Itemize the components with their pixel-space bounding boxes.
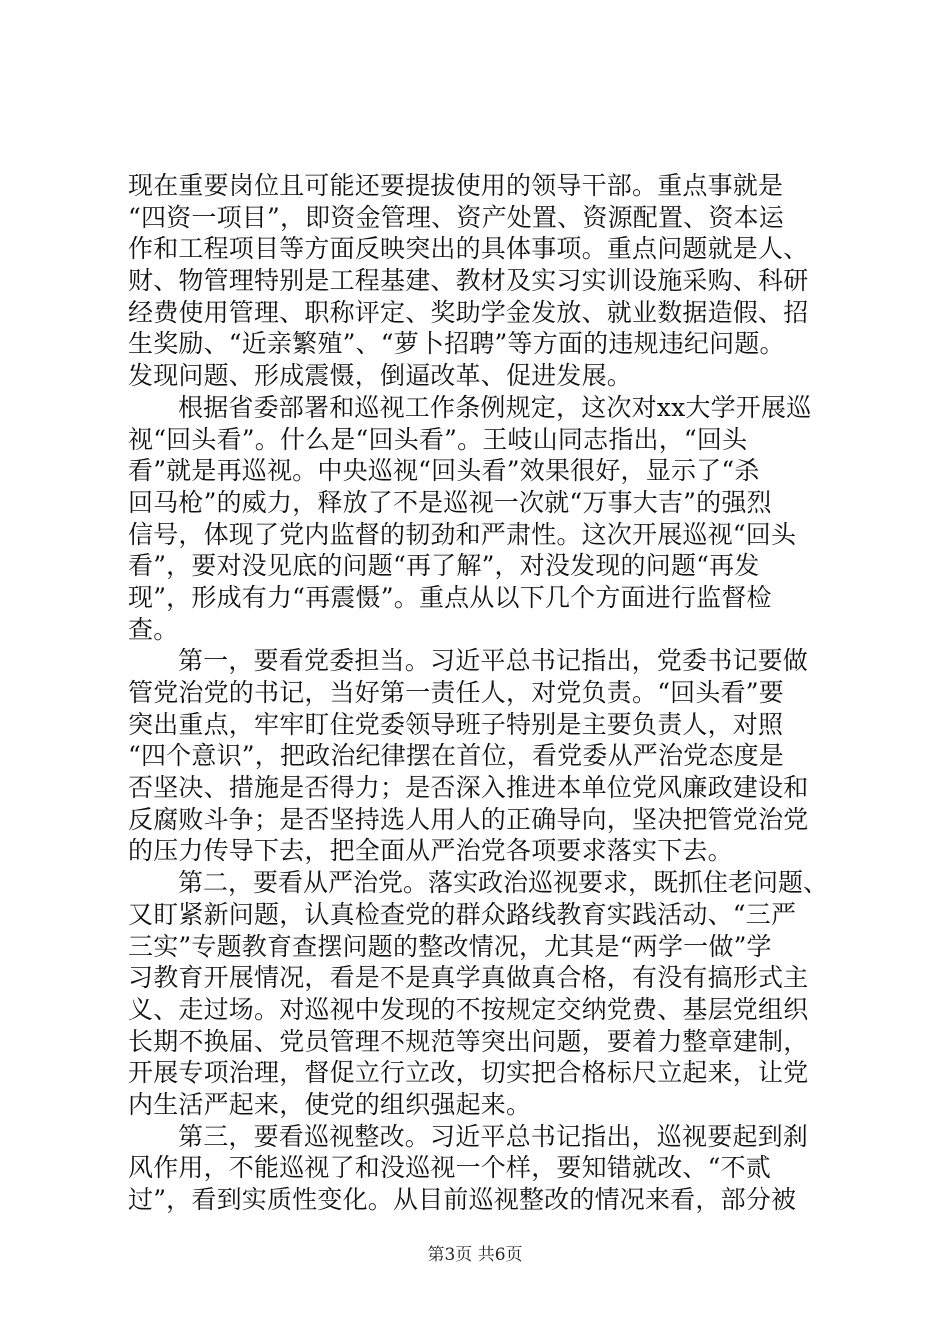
text-line: 生奖励、“近亲繁殖”、“萝卜招聘”等方面的违规违纪问题。 bbox=[128, 329, 785, 359]
text-line: 的压力传导下去，把全面从严治党各项要求落实下去。 bbox=[128, 836, 733, 866]
text-line: 查。 bbox=[128, 614, 179, 644]
text-line: 现在重要岗位且可能还要提拔使用的领导干部。重点事就是 bbox=[128, 171, 784, 200]
text-line: 第一，要看党委担当。习近平总书记指出，党委书记要做 bbox=[178, 646, 809, 676]
text-line: 经费使用管理、职称评定、奖助学金发放、就业数据造假、招 bbox=[128, 297, 809, 327]
text-line: 三实”专题教育查摆问题的整改情况，尤其是“两学一做”学 bbox=[128, 931, 772, 961]
text-line: 看”，要对没见底的问题“再了解”，对没发现的问题“再发 bbox=[128, 551, 760, 581]
text-line: “四个意识”，把政治纪律摆在首位，看党委从严治党态度是 bbox=[128, 741, 784, 771]
text-line: 信号，体现了党内监督的韧劲和严肃性。这次开展巡视“回头 bbox=[128, 519, 797, 549]
text-line: 开展专项治理，督促立行立改，切实把合格标尺立起来，让党 bbox=[128, 1058, 809, 1088]
text-line: 第三，要看巡视整改。习近平总书记指出，巡视要起到刹 bbox=[178, 1121, 809, 1151]
text-line: 管党治党的书记，当好第一责任人，对党负责。“回头看”要 bbox=[128, 678, 784, 707]
document-body bbox=[128, 170, 828, 1216]
text-line: 否坚决、措施是否得力；是否深入推进本单位党风廉政建设和 bbox=[128, 773, 809, 803]
text-line: 视“回头看”。什么是“回头看”。王岐山同志指出，“回头 bbox=[128, 424, 748, 454]
text-line: 又盯紧新问题，认真检查党的群众路线教育实践活动、“三严 bbox=[128, 899, 797, 929]
text-line: 回马枪”的威力，释放了不是巡视一次就“万事大吉”的强烈 bbox=[128, 487, 772, 517]
text-line: 看”就是再巡视。中央巡视“回头看”效果很好，显示了“杀 bbox=[128, 456, 760, 486]
text-line: 作和工程项目等方面反映突出的具体事项。重点问题就是人、 bbox=[128, 234, 809, 264]
text-line: “四资一项目”，即资金管理、资产处置、资源配置、资本运 bbox=[128, 202, 784, 232]
text-line: 发现问题、形成震慑，倒逼改革、促进发展。 bbox=[128, 361, 633, 391]
text-line: 根据省委部署和巡视工作条例规定，这次对xx大学开展巡 bbox=[178, 392, 812, 422]
text-line: 长期不换届、党员管理不规范等突出问题，要着力整章建制， bbox=[128, 1026, 809, 1056]
text-line: 现”，形成有力“再震慑”。重点从以下几个方面进行监督检 bbox=[128, 582, 772, 612]
text-line: 过”，看到实质性变化。从目前巡视整改的情况来看，部分被 bbox=[128, 1185, 797, 1214]
text-line: 反腐败斗争；是否坚持选人用人的正确导向，坚决把管党治党 bbox=[128, 804, 809, 834]
text-line: 内生活严起来，使党的组织强起来。 bbox=[128, 1089, 532, 1119]
text-line: 财、物管理特别是工程基建、教材及实习实训设施采购、科研 bbox=[128, 266, 809, 296]
text-line: 习教育开展情况，看是不是真学真做真合格，有没有搞形式主 bbox=[128, 963, 809, 993]
text-line: 风作用，不能巡视了和没巡视一个样，要知错就改、“不贰 bbox=[128, 1153, 771, 1183]
page-footer: 第3页 共6页 bbox=[427, 1245, 523, 1265]
text-line: 突出重点，牢牢盯住党委领导班子特别是主要负责人，对照 bbox=[128, 709, 784, 739]
text-line: 第二，要看从严治党。落实政治巡视要求，既抓住老问题、 bbox=[178, 868, 829, 898]
text-line: 义、走过场。对巡视中发现的不按规定交纳党费、基层党组织 bbox=[128, 994, 809, 1024]
